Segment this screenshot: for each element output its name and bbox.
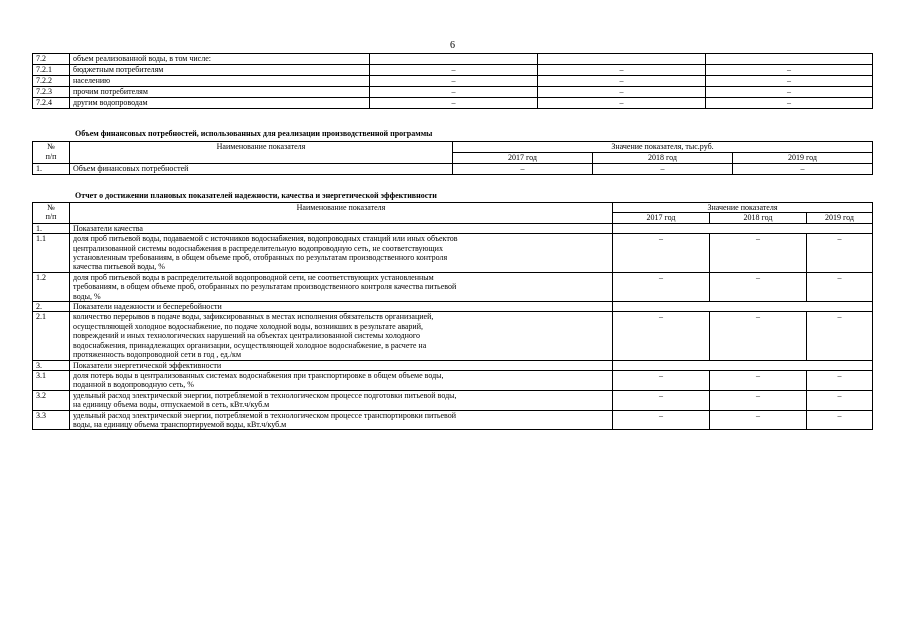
header-year-2017: 2017 год (453, 153, 593, 164)
row-num: 1. (33, 223, 70, 233)
row-value-2017: – (453, 164, 593, 175)
table-row (33, 234, 873, 273)
header-num-label: № (47, 142, 55, 151)
row-num: 3. (33, 360, 70, 370)
header-num-cell (33, 203, 70, 224)
row-value-2: – (538, 65, 706, 76)
header-value-cell: Значение показателя (613, 203, 873, 213)
row-num: 7.2.4 (33, 98, 70, 109)
row-value-2019: – (807, 410, 873, 430)
header-value-cell: Значение показателя, тыс.руб. (453, 142, 873, 153)
row-value-2017: – (613, 370, 710, 390)
row-name-line: воды, % (73, 291, 101, 301)
row-value-2018: – (710, 370, 807, 390)
table-header-row (33, 142, 873, 153)
row-value-3: – (706, 76, 873, 87)
table-row (33, 76, 873, 87)
row-value-1: – (370, 87, 538, 98)
row-name-line: требованиям, в общем объеме проб, отобранных по результатам производственного контроля качества питьевой (73, 282, 457, 292)
row-value-1: – (370, 76, 538, 87)
table-header-row (33, 203, 873, 213)
header-num-sub-label: п/п (45, 212, 57, 222)
table-row (33, 87, 873, 98)
table-row (33, 312, 873, 360)
row-value-2018: – (710, 390, 807, 410)
header-num-cell (33, 142, 70, 164)
header-year-2019: 2019 год (733, 153, 873, 164)
row-num: 3.1 (33, 370, 70, 390)
row-name (70, 390, 613, 410)
row-value-1: – (370, 98, 538, 109)
row-name-line: осуществляющей холодное водоснабжение, по подаче холодной воды, возникших в результате аварий, (73, 321, 423, 331)
row-name: населению (70, 76, 370, 87)
header-year-2017: 2017 год (613, 213, 710, 223)
row-value-3: – (706, 87, 873, 98)
row-name-line: воды, на единицу объема транспортируемой воды, кВт.ч/куб.м (73, 419, 287, 429)
financial-needs-table (32, 141, 873, 175)
row-value-2018: – (710, 410, 807, 430)
row-value-3: – (706, 98, 873, 109)
row-name-line: удельный расход электрической энергии, потребляемой в технологическом процессе транспортировки питьевой (73, 410, 457, 420)
row-value-2019: – (733, 164, 873, 175)
section-empty-values (613, 302, 873, 312)
row-name-line: доля потерь воды в централизованных системах водоснабжения при транспортировке в общем объеме воды, (73, 370, 444, 380)
row-num: 3.2 (33, 390, 70, 410)
row-value-1 (370, 54, 538, 65)
row-name (70, 410, 613, 430)
row-value-2019: – (807, 370, 873, 390)
row-name-line: централизованной системы водоснабжения в распределительную водопроводную сеть, не соответствующих (73, 243, 443, 253)
row-name: объем реализованной воды, в том числе: (70, 54, 370, 65)
row-name (70, 234, 613, 273)
row-num: 7.2.2 (33, 76, 70, 87)
header-name-cell: Наименование показателя (70, 142, 453, 164)
table-row (33, 65, 873, 76)
row-name-line: количество перерывов в подаче воды, зафиксированных в местах исполнения обязательств организацией, (73, 312, 434, 322)
section-row (33, 223, 873, 233)
row-name-line: качества питьевой воды, % (73, 262, 165, 272)
row-num: 7.2 (33, 54, 70, 65)
row-num: 1.1 (33, 234, 70, 273)
row-num: 3.3 (33, 410, 70, 430)
row-value-2017: – (613, 234, 710, 273)
section-row (33, 302, 873, 312)
row-name: другим водопроводам (70, 98, 370, 109)
row-value-2019: – (807, 312, 873, 360)
row-name: бюджетным потребителям (70, 65, 370, 76)
page-number: 6 (450, 40, 455, 51)
row-value-2019: – (807, 234, 873, 273)
row-name-line: повреждений и иных технологических нарушений на объектах централизованной системы холодного (73, 331, 421, 341)
row-value-2: – (538, 87, 706, 98)
section-name: Показатели надежности и бесперебойности (70, 302, 613, 312)
header-year-2019: 2019 год (807, 213, 873, 223)
header-year-2018: 2018 год (593, 153, 733, 164)
row-value-2017: – (613, 312, 710, 360)
row-name-line: водоснабжения, принадлежащих организации, осуществляющей холодное водоснабжение, в расчете на (73, 340, 427, 350)
section-row (33, 360, 873, 370)
performance-report-title: Отчет о достижении плановых показателей надежности, качества и энергетической эффективности (75, 191, 437, 200)
row-value-2 (538, 54, 706, 65)
row-value-2018: – (593, 164, 733, 175)
row-name-line: удельный расход электрической энергии, потребляемой в технологическом процессе подготовки питьевой воды, (73, 390, 457, 400)
row-num: 2. (33, 302, 70, 312)
performance-indicators-table (32, 202, 873, 430)
row-num: 7.2.3 (33, 87, 70, 98)
table-row (33, 390, 873, 410)
section-empty-values (613, 223, 873, 233)
row-value-2018: – (710, 312, 807, 360)
row-value-1: – (370, 65, 538, 76)
row-name-line: поданной в водопроводную сеть, % (73, 380, 194, 390)
row-name: прочим потребителям (70, 87, 370, 98)
table-row (33, 272, 873, 301)
header-year-2018: 2018 год (710, 213, 807, 223)
row-value-3 (706, 54, 873, 65)
row-value-2: – (538, 98, 706, 109)
header-num-label: № (47, 203, 55, 212)
row-value-2018: – (710, 272, 807, 301)
section-name: Показатели качества (70, 223, 613, 233)
section-name: Показатели энергетической эффективности (70, 360, 613, 370)
header-name-cell: Наименование показателя (70, 203, 613, 224)
row-value-2017: – (613, 390, 710, 410)
table-row (33, 54, 873, 65)
table-row (33, 410, 873, 430)
row-name (70, 370, 613, 390)
row-num: 1. (33, 164, 70, 175)
row-value-3: – (706, 65, 873, 76)
row-name: Объем финансовых потребностей (70, 164, 453, 175)
row-num: 2.1 (33, 312, 70, 360)
row-num: 1.2 (33, 272, 70, 301)
row-value-2: – (538, 76, 706, 87)
row-name-line: доля проб питьевой воды в распределительной водопроводной сети, не соответствующих установленным (73, 272, 434, 282)
header-num-sub-label: п/п (45, 152, 57, 161)
financial-needs-title: Объем финансовых потребностей, использованных для реализации производственной программы (75, 129, 433, 138)
row-value-2018: – (710, 234, 807, 273)
row-value-2019: – (807, 272, 873, 301)
table-row (33, 164, 873, 175)
row-value-2017: – (613, 272, 710, 301)
table-row (33, 98, 873, 109)
section-empty-values (613, 360, 873, 370)
row-name (70, 272, 613, 301)
row-name (70, 312, 613, 360)
water-sales-table (32, 53, 873, 109)
table-row (33, 370, 873, 390)
row-name-line: на единицу объема воды, отпускаемой в сеть, кВт.ч/куб.м (73, 400, 270, 410)
row-name-line: доля проб питьевой воды, подаваемой с источников водоснабжения, водопроводных станций или иных объектов (73, 234, 458, 244)
row-value-2019: – (807, 390, 873, 410)
row-name-line: протяженность водопроводной сети в год , ед./км (73, 350, 242, 360)
row-value-2017: – (613, 410, 710, 430)
row-name-line: установленным требованиям, в общем объеме проб, отобранных по результатам производственного контроля (73, 253, 448, 263)
row-num: 7.2.1 (33, 65, 70, 76)
